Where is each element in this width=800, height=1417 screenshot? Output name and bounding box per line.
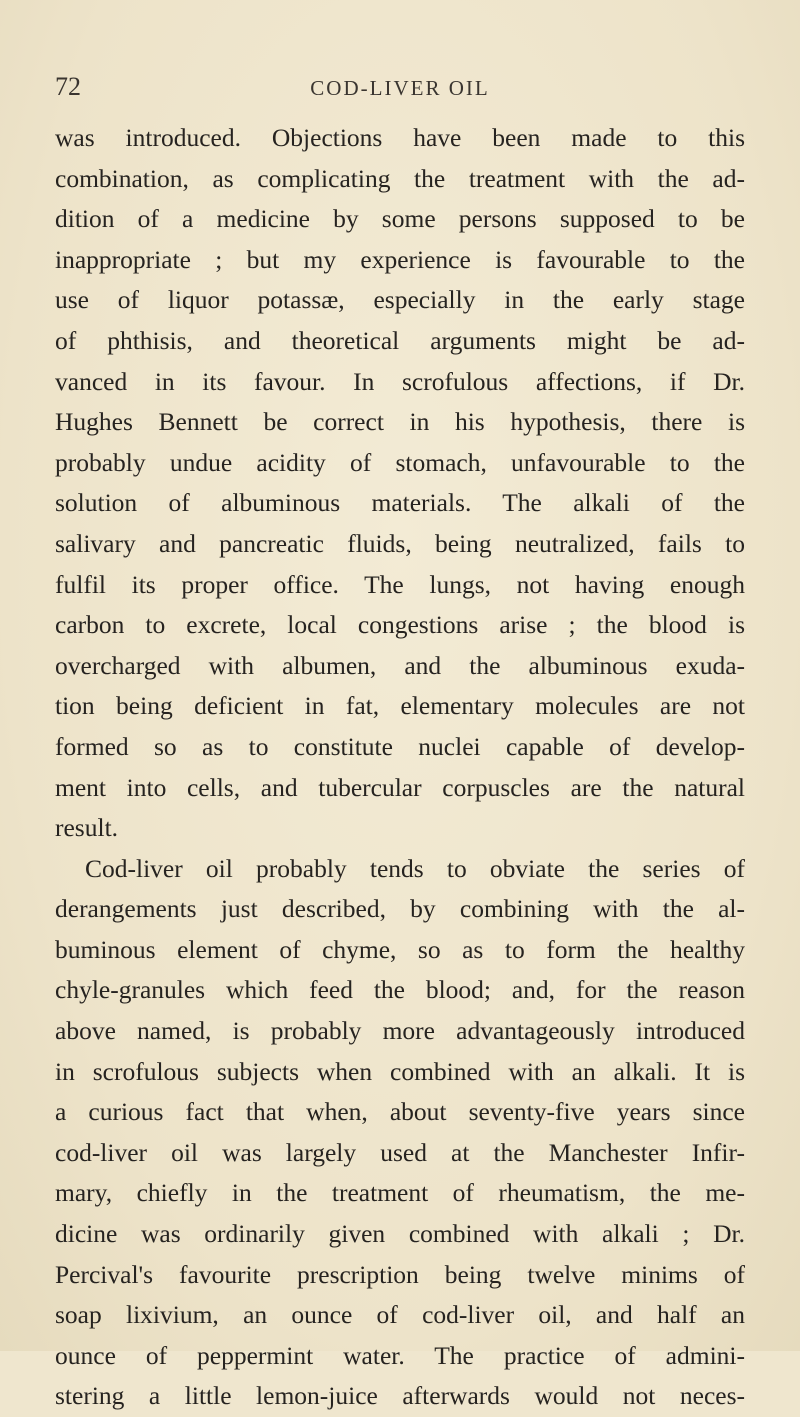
text-line: in scrofulous subjects when combined with an alkali. It is bbox=[55, 1056, 745, 1086]
text-line: was introduced. Objections have been made to this bbox=[55, 123, 745, 152]
text-line: ounce of peppermint water. The practice of admini- bbox=[55, 1340, 745, 1370]
body-text bbox=[55, 118, 745, 1417]
text-line: of phthisis, and theoretical arguments might be ad- bbox=[55, 325, 745, 355]
text-line: ment into cells, and tubercular corpuscles are the natural bbox=[55, 772, 745, 802]
text-line: Hughes Bennett be correct in his hypothesis, there is bbox=[55, 407, 745, 437]
text-line: dition of a medicine by some persons supposed to be bbox=[55, 204, 745, 234]
text-line: solution of albuminous materials. The alkali of the bbox=[55, 488, 745, 518]
text-line: mary, chiefly in the treatment of rheumatism, the me- bbox=[55, 1178, 745, 1208]
text-line: overcharged with albumen, and the albuminous exuda- bbox=[55, 650, 745, 680]
text-line: probably undue acidity of stomach, unfavourable to the bbox=[55, 447, 745, 477]
text-line: cod-liver oil was largely used at the Manchester Infir- bbox=[55, 1137, 745, 1167]
text-line: above named, is probably more advantageously introduced bbox=[55, 1016, 745, 1046]
text-line: vanced in its favour. In scrofulous affections, if Dr. bbox=[55, 366, 745, 396]
text-line: carbon to excrete, local congestions arise ; the blood is bbox=[55, 610, 745, 640]
text-line: inappropriate ; but my experience is favourable to the bbox=[55, 244, 745, 274]
text-line: chyle-granules which feed the blood; and, for the reason bbox=[55, 975, 745, 1005]
text-line: result. bbox=[55, 813, 119, 843]
text-line: use of liquor potassæ, especially in the early stage bbox=[55, 285, 745, 315]
text-line: stering a little lemon-juice afterwards would not neces- bbox=[55, 1381, 745, 1411]
text-line: Cod-liver oil probably tends to obviate the series of bbox=[85, 853, 745, 883]
text-line: fulfil its proper office. The lungs, not having enough bbox=[55, 569, 745, 599]
page-number: 72 bbox=[55, 72, 81, 101]
text-line: a curious fact that when, about seventy-five years since bbox=[55, 1097, 745, 1127]
text-line: dicine was ordinarily given combined with alkali ; Dr. bbox=[55, 1219, 745, 1249]
text-line: tion being deficient in fat, elementary molecules are not bbox=[55, 691, 745, 721]
text-line: salivary and pancreatic fluids, being neutralized, fails to bbox=[55, 528, 745, 558]
text-line: derangements just described, by combining with the al- bbox=[55, 894, 745, 924]
text-line: Percival's favourite prescription being twelve minims of bbox=[55, 1259, 745, 1289]
text-line: buminous element of chyme, so as to form the healthy bbox=[55, 934, 745, 964]
text-line: combination, as complicating the treatment with the ad- bbox=[55, 163, 745, 193]
text-line: soap lixivium, an ounce of cod-liver oil, and half an bbox=[55, 1300, 745, 1330]
running-title: COD-LIVER OIL bbox=[310, 76, 490, 100]
text-line: formed so as to constitute nuclei capable of develop- bbox=[55, 731, 745, 761]
running-head bbox=[55, 72, 745, 104]
